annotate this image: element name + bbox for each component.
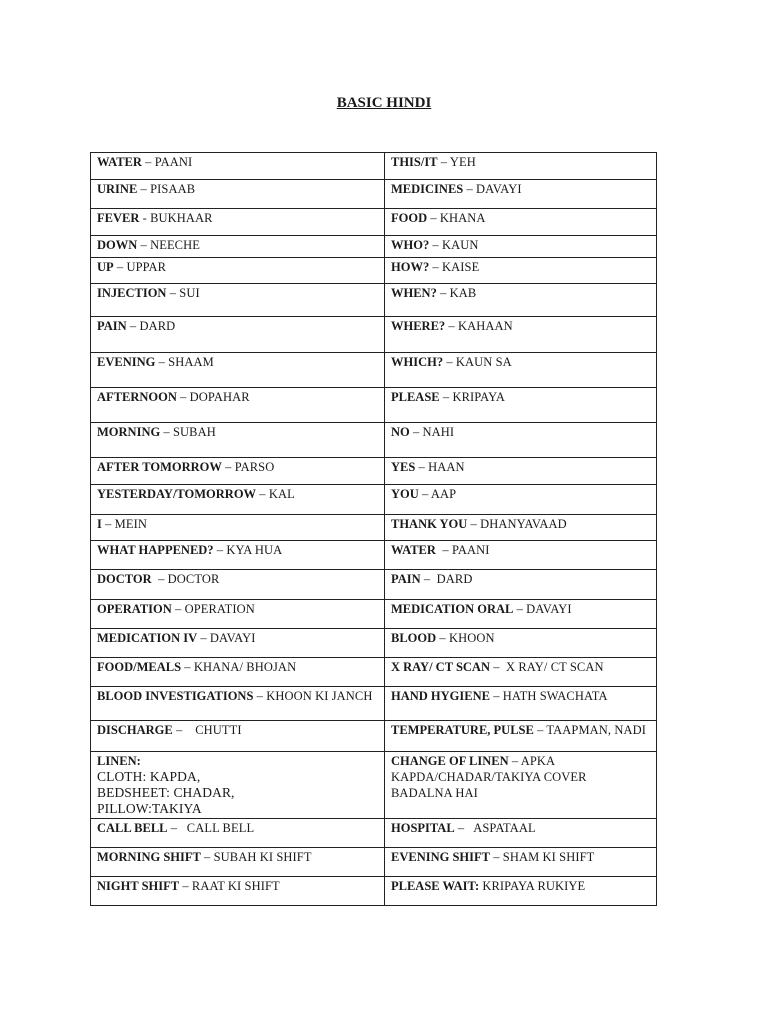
translation-text: – PAANI [435,543,490,557]
term-label: INJECTION [97,286,167,300]
translation-text: – DAVAYI [197,631,256,645]
right-cell [385,209,657,236]
right-cell [385,541,657,570]
table-row [91,721,657,752]
left-cell [91,721,385,752]
term-label: HOW? [391,260,430,274]
term-label: PLEASE [391,390,440,404]
table-row [91,848,657,877]
linen-item-line: CLOTH: KAPDA, [97,769,201,784]
translation-text: – NAHI [409,425,455,439]
term-label: OPERATION [97,602,172,616]
translation-text: – SHAM KI SHIFT [489,850,595,864]
translation-text: – AAP [418,487,457,501]
translation-text: – KAUN SA [443,355,512,369]
left-cell [91,877,385,906]
right-cell [385,877,657,906]
right-cell [385,600,657,629]
right-cell [385,236,657,258]
term-label: CALL BELL [97,821,168,835]
translation-text: – SUI [166,286,200,300]
right-cell [385,848,657,877]
table-row [91,388,657,423]
right-cell [385,819,657,848]
table-row [91,877,657,906]
term-label: YES [391,460,416,474]
translation-text: – UPPAR [113,260,167,274]
right-cell [385,658,657,687]
term-label: CHANGE OF LINEN [391,754,509,768]
right-cell [385,458,657,485]
term-label: URINE [97,182,138,196]
translation-text: – KYA HUA [213,543,283,557]
term-label: I [97,517,102,531]
left-cell [91,541,385,570]
translation-text: – DARD [126,319,176,333]
right-cell [385,570,657,600]
term-label: WHEN? [391,286,437,300]
left-cell [91,388,385,423]
term-label: WHICH? [391,355,444,369]
translation-text: – KAISE [429,260,480,274]
term-label: WATER [391,543,436,557]
term-label: TEMPERATURE, PULSE [391,723,534,737]
right-cell [385,180,657,209]
term-label: WHERE? [391,319,446,333]
table-row [91,515,657,541]
term-label: THIS/IT [391,155,438,169]
right-cell [385,258,657,284]
term-label: BLOOD INVESTIGATIONS [97,689,254,703]
left-cell [91,180,385,209]
term-label: HOSPITAL [391,821,455,835]
table-row [91,180,657,209]
left-cell [91,848,385,877]
term-label: MEDICATION IV [97,631,198,645]
left-cell [91,515,385,541]
translation-text: – CHUTTI [172,723,242,737]
translation-text: – KAUN [429,238,479,252]
right-cell [385,687,657,721]
term-label: EVENING SHIFT [391,850,490,864]
table-row [91,600,657,629]
left-cell [91,236,385,258]
translation-text: – PARSO [221,460,275,474]
translation-text: – RAAT KI SHIFT [179,879,280,893]
term-label: PAIN [97,319,127,333]
left-cell [91,658,385,687]
translation-text: – DOPAHAR [176,390,250,404]
translation-text: – DAVAYI [513,602,572,616]
translation-text: – SHAAM [155,355,214,369]
translation-text: – KRIPAYA [439,390,506,404]
term-label: DISCHARGE [97,723,173,737]
term-label: FOOD/MEALS [97,660,182,674]
left-cell [91,209,385,236]
table-row [91,317,657,353]
translation-text: – HAAN [415,460,465,474]
vocabulary-table-body [91,153,657,906]
translation-text: – MEIN [101,517,148,531]
translation-text: – YEH [437,155,476,169]
left-cell [91,353,385,388]
right-cell [385,423,657,458]
table-row [91,284,657,317]
table-row [91,353,657,388]
right-cell [385,353,657,388]
translation-text: – PAANI [141,155,193,169]
table-row [91,819,657,848]
table-row [91,541,657,570]
term-label: DOWN [97,238,138,252]
left-cell [91,752,385,819]
term-label: LINEN: [97,754,141,768]
table-row [91,658,657,687]
table-row [91,629,657,658]
translation-text: – TAAPMAN, NADI [533,723,647,737]
table-row [91,258,657,284]
right-cell [385,317,657,353]
term-label: AFTERNOON [97,390,177,404]
translation-text: – DHANYAVAAD [467,517,567,531]
term-label: YOU [391,487,419,501]
translation-text: – SUBAH KI SHIFT [200,850,312,864]
term-label: BLOOD [391,631,437,645]
translation-text: – X RAY/ CT SCAN [489,660,604,674]
vocabulary-table [90,152,657,906]
term-label: FEVER [97,211,140,225]
term-label: NO [391,425,410,439]
table-row [91,423,657,458]
right-cell [385,721,657,752]
right-cell [385,629,657,658]
term-label: MEDICATION ORAL [391,602,514,616]
term-label: HAND HYGIENE [391,689,490,703]
left-cell [91,284,385,317]
term-label: DOCTOR [97,572,152,586]
term-label: THANK YOU [391,517,468,531]
term-label: FOOD [391,211,428,225]
term-label: EVENING [97,355,156,369]
translation-text: – OPERATION [171,602,255,616]
term-label: WHAT HAPPENED? [97,543,214,557]
left-cell [91,600,385,629]
translation-text: – PISAAB [137,182,196,196]
term-label: AFTER TOMORROW [97,460,222,474]
right-cell [385,752,657,819]
term-label: PLEASE WAIT: [391,879,480,893]
right-cell [385,284,657,317]
translation-text: – HATH SWACHATA [489,689,608,703]
table-row [91,209,657,236]
translation-text: – KAHAAN [445,319,513,333]
term-label: MEDICINES [391,182,464,196]
translation-text: – KAL [256,487,295,501]
translation-text: – KHOON [436,631,495,645]
translation-text: – DARD [420,572,473,586]
translation-text: – ASPATAAL [454,821,536,835]
table-row [91,485,657,515]
term-label: X RAY/ CT SCAN [391,660,490,674]
table-row [91,752,657,819]
right-cell [385,388,657,423]
term-label: NIGHT SHIFT [97,879,180,893]
right-cell [385,153,657,180]
left-cell [91,485,385,515]
translation-text: – KHOON KI JANCH [253,689,373,703]
translation-text: KRIPAYA RUKIYE [479,879,586,893]
left-cell [91,819,385,848]
translation-text: – DOCTOR [151,572,220,586]
table-row [91,153,657,180]
translation-text: – SUBAH [160,425,216,439]
term-label: WATER [97,155,142,169]
term-label: WHO? [391,238,430,252]
left-cell [91,570,385,600]
left-cell [91,423,385,458]
term-label: PAIN [391,572,421,586]
right-cell [385,485,657,515]
left-cell [91,687,385,721]
translation-text: - BUKHAAR [139,211,213,225]
left-cell [91,153,385,180]
term-label: MORNING [97,425,161,439]
left-cell [91,458,385,485]
translation-text: – APKA KAPDA/CHADAR/TAKIYA COVER BADALNA HAI [391,754,590,800]
translation-text: – NEECHE [137,238,200,252]
translation-text: – KAB [436,286,477,300]
linen-item-line: PILLOW:TAKIYA [97,801,202,816]
left-cell [91,258,385,284]
right-cell [385,515,657,541]
linen-item-line: BEDSHEET: CHADAR, [97,785,235,800]
translation-text: – DAVAYI [463,182,522,196]
page-title: BASIC HINDI [336,95,432,111]
table-row [91,458,657,485]
term-label: UP [97,260,114,274]
table-row [91,570,657,600]
translation-text: – KHANA/ BHOJAN [181,660,297,674]
translation-text: – KHANA [427,211,486,225]
translation-text: – CALL BELL [167,821,255,835]
term-label: MORNING SHIFT [97,850,201,864]
table-row [91,236,657,258]
table-row [91,687,657,721]
term-label: YESTERDAY/TOMORROW [97,487,257,501]
left-cell [91,629,385,658]
left-cell [91,317,385,353]
